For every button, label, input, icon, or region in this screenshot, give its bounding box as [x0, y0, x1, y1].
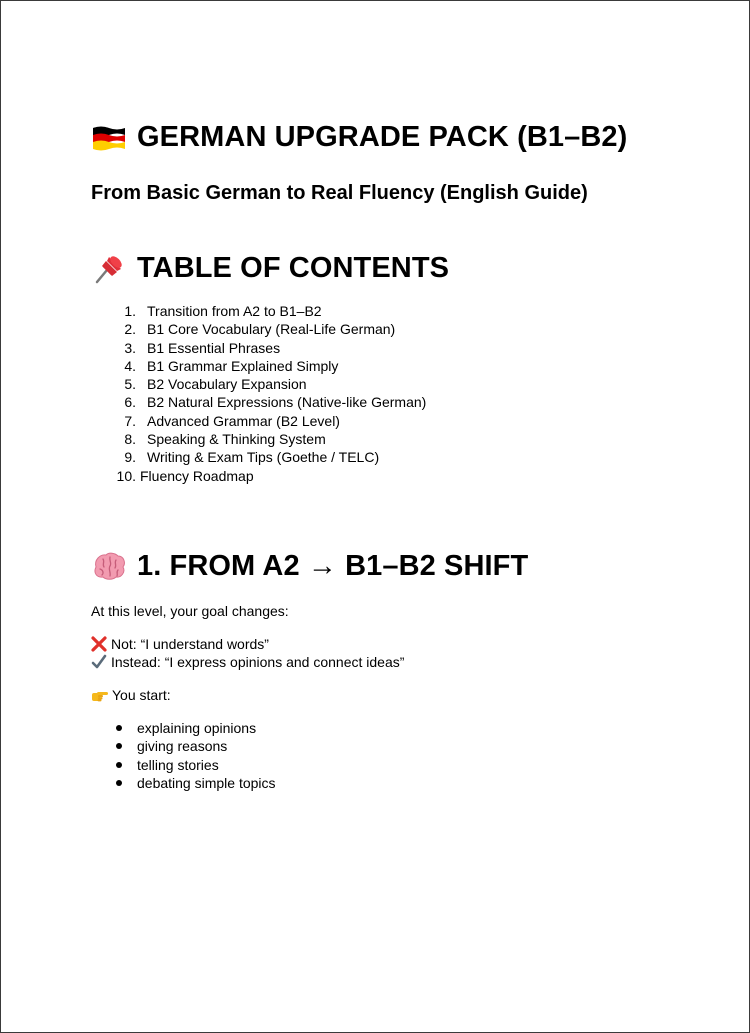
not-text: Not: “I understand words”: [111, 636, 269, 652]
section1-heading: [91, 549, 528, 583]
toc-item: 3. B1 Essential Phrases: [124, 339, 281, 356]
title-text: GERMAN UPGRADE PACK (B1–B2): [137, 121, 628, 153]
bullet-dot-icon: [116, 762, 122, 768]
list-item: explaining opinions: [91, 719, 276, 737]
list-item: debating simple topics: [91, 774, 276, 792]
toc-item: 5. B2 Vocabulary Expansion: [124, 376, 307, 393]
toc-heading: [91, 251, 449, 285]
pushpin-icon: [91, 251, 127, 285]
instead-text: Instead: “I express opinions and connect ideas”: [111, 654, 405, 670]
start-line: [91, 686, 171, 704]
toc-item: 4. B1 Grammar Explained Simply: [124, 357, 339, 374]
section1-heading-text: 1. FROM A2 → B1–B2 SHIFT: [137, 550, 529, 582]
not-line: [91, 635, 269, 653]
toc-item: 8. Speaking & Thinking System: [124, 431, 326, 448]
list-item: telling stories: [91, 756, 276, 774]
toc-item: 9. Writing & Exam Tips (Goethe / TELC): [124, 449, 380, 466]
pointing-hand-icon: [91, 687, 109, 703]
bullet-dot-icon: [116, 743, 122, 749]
bullet-list: [91, 719, 276, 792]
check-mark-icon: [91, 654, 107, 670]
toc-item: 7. Advanced Grammar (B2 Level): [124, 412, 340, 429]
start-text: You start:: [112, 687, 171, 703]
toc-item: 1. Transition from A2 to B1–B2: [124, 303, 322, 319]
bullet-dot-icon: [116, 780, 122, 786]
german-flag-icon: [91, 120, 127, 154]
toc-item: 2. B1 Core Vocabulary (Real-Life German): [124, 321, 396, 338]
brain-icon: [91, 549, 127, 583]
list-item: giving reasons: [91, 737, 276, 755]
instead-line: [91, 653, 404, 671]
toc-heading-text: TABLE OF CONTENTS: [137, 252, 450, 284]
section1-intro: At this level, your goal changes:: [91, 603, 289, 619]
toc-item: 10. Fluency Roadmap: [116, 467, 254, 484]
bullet-dot-icon: [116, 725, 122, 731]
document-title: [91, 120, 627, 154]
toc-list: [91, 302, 426, 485]
red-cross-icon: [91, 636, 107, 652]
document-subtitle: From Basic German to Real Fluency (English Guide): [91, 182, 588, 204]
toc-item: 6. B2 Natural Expressions (Native-like German): [124, 394, 427, 411]
